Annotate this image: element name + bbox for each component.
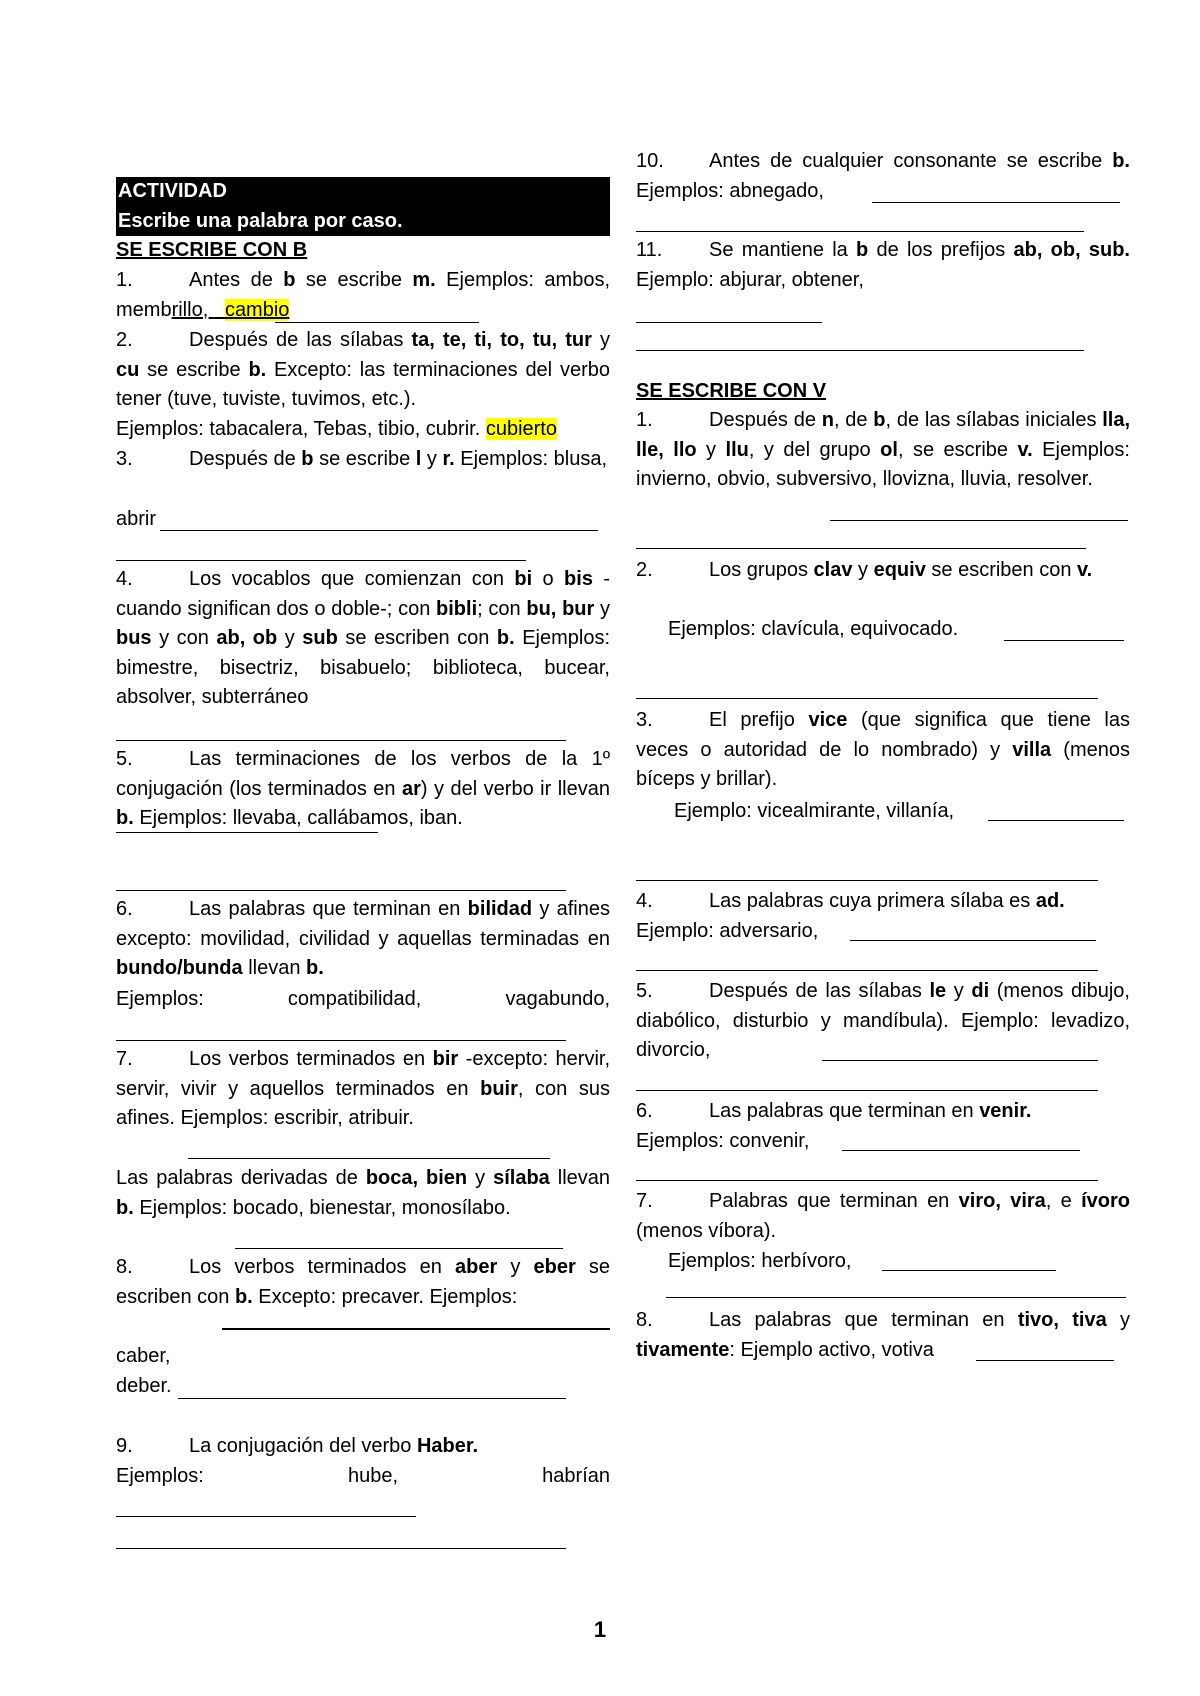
answer-line[interactable] xyxy=(636,1090,1098,1091)
answer-line[interactable] xyxy=(116,1548,566,1549)
answer-line[interactable] xyxy=(976,1360,1114,1361)
answer-line[interactable] xyxy=(636,231,1084,232)
answer-line[interactable] xyxy=(882,1270,1056,1271)
rule-b3: 3. Después de b se escribe l y r. Ejemplos: blusa, xyxy=(116,448,608,470)
rule-b6-examples: Ejemplos: compatibilidad, vagabundo, xyxy=(116,988,610,1010)
rule-v6-examples: Ejemplos: convenir, xyxy=(636,1130,810,1152)
answer-line[interactable] xyxy=(842,1150,1080,1151)
rule-v1: 1. Después de n, de b, de las sílabas iniciales lla, lle, llo y llu, y del grupo ol, se escribe v. Ejemplos: invierno, obvio, subversivo, llovizna, lluvia, resolver. xyxy=(636,409,1131,490)
answer-line[interactable] xyxy=(636,1180,1098,1181)
answer-line[interactable] xyxy=(636,350,1084,351)
rule-v4: 4. Las palabras cuya primera sílaba es ad. xyxy=(636,890,1065,912)
answer-line[interactable] xyxy=(636,698,1098,699)
rule-v2-examples: Ejemplos: clavícula, equivocado. xyxy=(668,618,959,640)
activity-header xyxy=(116,177,610,236)
answer-line[interactable] xyxy=(1004,640,1124,641)
answer-line[interactable] xyxy=(116,890,566,891)
answer-cubierto: cubierto xyxy=(485,418,557,440)
rule-b9: 9. La conjugación del verbo Haber. xyxy=(116,1435,479,1457)
activity-instruction: Escribe una palabra por caso. xyxy=(118,209,403,232)
answer-line[interactable] xyxy=(636,970,1098,971)
answer-line[interactable] xyxy=(666,1297,1126,1298)
answer-line[interactable] xyxy=(235,1248,563,1249)
answer-line[interactable] xyxy=(116,560,526,561)
rule-b8-caber: caber, xyxy=(116,1345,171,1367)
answer-line[interactable] xyxy=(636,322,822,323)
answer-line[interactable] xyxy=(850,940,1096,941)
rule-b4: 4. Los vocablos que comienzan con bi o bis -cuando significan dos o doble-; con bibli; con bu, bur y bus y con ab, ob y sub se escriben con b. Ejemplos: bimestre, bisectriz, bisabuelo; biblioteca, bucear, absolver, subterráneo xyxy=(116,568,611,708)
rule-b1: 1. Antes de b se escribe m. Ejemplos: ambos, membrillo, cambio xyxy=(116,269,611,321)
rule-b2: 2. Después de las sílabas ta, te, ti, to, tu, tur y cu se escribe b. Excepto: las terminaciones del verbo tener (tuve, tuviste, tuvimos, etc.). xyxy=(116,329,611,410)
answer-cambio: cambio xyxy=(224,298,290,321)
rule-b8-deber: deber. xyxy=(116,1375,172,1397)
rule-b2-examples: Ejemplos: tabacalera, Tebas, tibio, cubrir. cubierto xyxy=(116,418,557,440)
activity-title: ACTIVIDAD xyxy=(118,180,227,202)
answer-line[interactable] xyxy=(116,832,378,833)
rule-v5: 5. Después de las sílabas le y di (menos dibujo, diabólico, disturbio y mandíbula). Ejemplo: levadizo, divorcio, xyxy=(636,980,1130,1061)
rule-v6: 6. Las palabras que terminan en venir. xyxy=(636,1100,1032,1122)
rule-v7-examples: Ejemplos: herbívoro, xyxy=(668,1250,852,1272)
answer-line[interactable] xyxy=(636,880,1098,881)
answer-line[interactable] xyxy=(830,520,1128,521)
answer-line[interactable] xyxy=(116,1040,566,1041)
answer-line[interactable] xyxy=(822,1060,1098,1061)
answer-line[interactable] xyxy=(988,820,1124,821)
rule-b3-abrir: abrir xyxy=(116,508,157,530)
rule-v2: 2. Los grupos clav y equiv se escriben con v. xyxy=(636,559,1093,581)
rule-v3-example: Ejemplo: vicealmirante, villanía, xyxy=(674,800,955,822)
rule-v4-example: Ejemplo: adversario, xyxy=(636,920,819,942)
rule-v7: 7. Palabras que terminan en viro, vira, e ívoro (menos víbora). xyxy=(636,1190,1130,1242)
answer-line[interactable] xyxy=(275,322,479,323)
rule-b9-examples: Ejemplos: hube, habrían xyxy=(116,1465,610,1487)
answer-line[interactable] xyxy=(188,1158,550,1159)
rule-b10: 10. Antes de cualquier consonante se escribe b. Ejemplos: abnegado, xyxy=(636,150,1130,202)
rule-b5: 5. Las terminaciones de los verbos de la 1º conjugación (los terminados en ar) y del verbo ir llevan b. Ejemplos: llevaba, callábamos, iban. xyxy=(116,748,610,829)
answer-line[interactable] xyxy=(178,1398,566,1399)
page-number: 1 xyxy=(593,1617,607,1642)
rule-b6: 6. Las palabras que terminan en bilidad y afines excepto: movilidad, civilidad y aquellas terminadas en bundo/bunda llevan b. xyxy=(116,898,611,979)
rule-b11: 11. Se mantiene la b de los prefijos ab, ob, sub. Ejemplo: abjurar, obtener, xyxy=(636,239,1130,291)
rule-b7-derived: Las palabras derivadas de boca, bien y sílaba llevan b. Ejemplos: bocado, bienestar, monosílabo. xyxy=(116,1167,611,1219)
rule-v3: 3. El prefijo vice (que significa que tiene las veces o autoridad de lo nombrado) y villa (menos bíceps y brillar). xyxy=(636,709,1131,790)
section-b-title: SE ESCRIBE CON B xyxy=(116,239,308,261)
section-v-title: SE ESCRIBE CON V xyxy=(636,380,827,402)
answer-line[interactable] xyxy=(222,1328,610,1330)
rule-v8: 8. Las palabras que terminan en tivo, tiva y tivamente: Ejemplo activo, votiva xyxy=(636,1309,1130,1361)
answer-line[interactable] xyxy=(116,740,566,741)
rule-b7: 7. Los verbos terminados en bir -excepto: hervir, servir, vivir y aquellos terminados en buir, con sus afines. Ejemplos: escribir, atribuir. xyxy=(116,1048,610,1129)
answer-line[interactable] xyxy=(636,548,1086,549)
answer-line[interactable] xyxy=(160,530,598,531)
answer-line[interactable] xyxy=(116,1516,416,1517)
answer-line[interactable] xyxy=(872,202,1120,203)
rule-b8: 8. Los verbos terminados en aber y eber se escriben con b. Excepto: precaver. Ejemplos: xyxy=(116,1256,611,1308)
